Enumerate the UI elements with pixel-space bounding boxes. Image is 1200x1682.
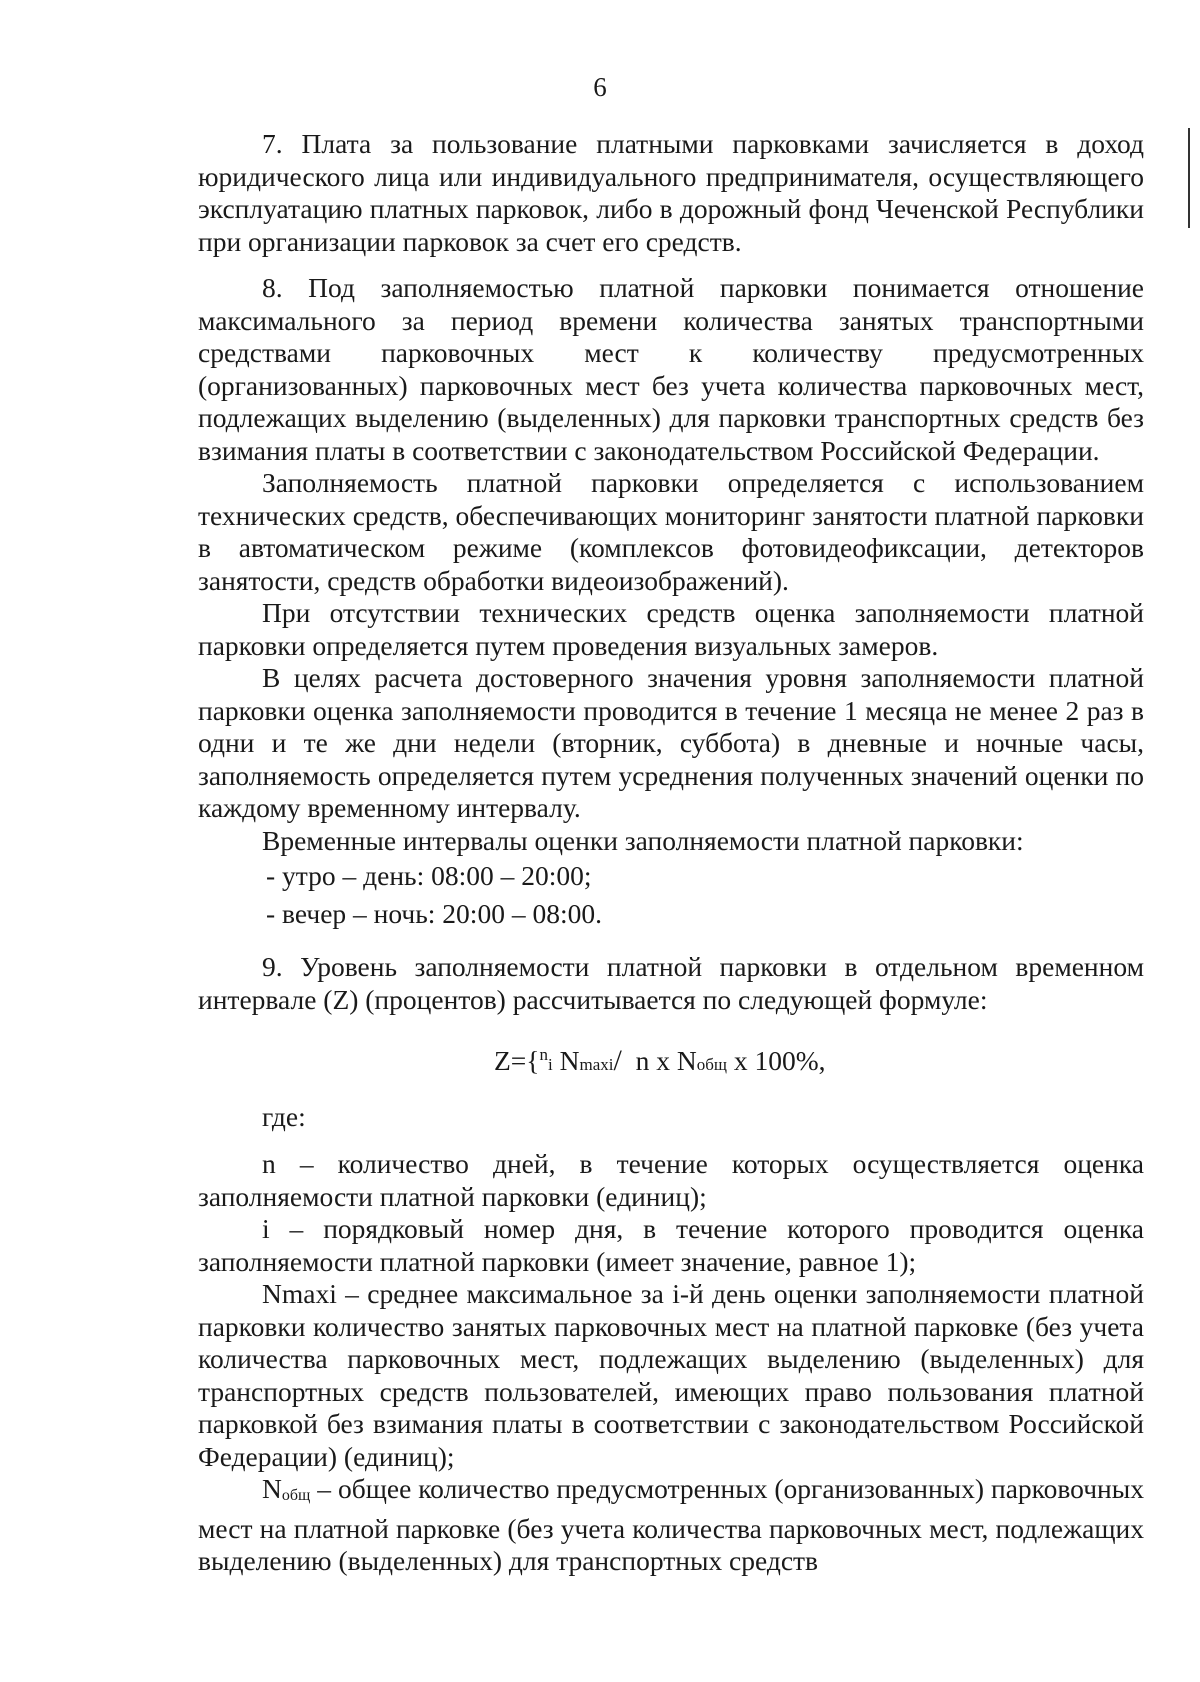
formula-tail: x 100%, xyxy=(726,1045,826,1077)
formula-n-letter: N xyxy=(559,1045,580,1077)
formula-lhs: Z={ xyxy=(494,1045,540,1077)
interval-day: - утро – день: 08:00 – 20:00; xyxy=(266,860,592,891)
interval-night: - вечер – ночь: 20:00 – 08:00. xyxy=(266,898,602,929)
formula-sub-total: общ xyxy=(696,1055,727,1075)
formula-sub-i: i xyxy=(548,1055,553,1075)
where-label: где: xyxy=(262,1101,306,1133)
definition-ntotal xyxy=(198,1473,1144,1578)
formula-sub-max: maxi xyxy=(579,1055,614,1075)
margin-line xyxy=(1188,128,1190,228)
definition-nmaxi: Nmaxi – среднее максимальное за i-й день оценки заполняемости платной парковки количество занятых парковочных мест на платной парковке (без учета количества парковочных мест, подлежащих выделению (выделенных) для транспортных средств пользователей, имеющих право пользования платной парковкой без взимания платы в соответствии с законодательством Российской Федерации) (единиц); xyxy=(198,1278,1144,1472)
paragraph-8-visual: При отсутствии технических средств оценка заполняемости платной парковки определяется путем проведения визуальных замеров. xyxy=(198,597,1144,661)
paragraph-8-calculation: В целях расчета достоверного значения уровня заполняемости платной парковки оценка заполняемости проводится в течение 1 месяца не менее 2 раз в одни и те же дни недели (вторник, суббота) в дневные и ночные часы, заполняемость определяется путем усреднения полученных значений оценки по каждому временному интервалу. xyxy=(198,662,1144,823)
paragraph-9: 9. Уровень заполняемости платной парковки в отдельном временном интервале (Z) (процентов) рассчитывается по следующей формуле: xyxy=(198,951,1144,1015)
page-number: 6 xyxy=(593,72,607,102)
formula-sup-n: n xyxy=(539,1045,549,1064)
paragraph-7: 7. Плата за пользование платными парковками зачисляется в доход юридического лица или индивидуального предпринимателя, осуществляющего эксплуатацию платных парковок, либо в дорожный фонд Чеченской Республики при организации парковок за счет его средств. xyxy=(198,128,1144,257)
paragraph-8-fill-method: Заполняемость платной парковки определяется с использованием технических средств, обеспечивающих мониторинг занятости платной парковки в автоматическом режиме (комплексов фотовидеофиксации, детекторов занятости, средств обработки видеоизображений). xyxy=(198,467,1144,596)
paragraph-8-intervals-intro: Временные интервалы оценки заполняемости платной парковки: xyxy=(262,824,1024,856)
definition-n: n – количество дней, в течение которых осуществляется оценка заполняемости платной парковки (единиц); xyxy=(198,1148,1144,1212)
paragraph-8: 8. Под заполняемостью платной парковки понимается отношение максимального за период времени количества занятых транспортными средствами парковочных мест к количеству предусмотренных (организованных) парковочных мест без учета количества парковочных мест, подлежащих выделению (выделенных) для парковки транспортных средств без взимания платы в соответствии с законодательством Российской Федерации. xyxy=(198,272,1144,466)
ntotal-symbol: N xyxy=(262,1473,282,1505)
formula-slash: / xyxy=(613,1044,622,1078)
ntotal-subscript: общ xyxy=(281,1487,311,1505)
formula-mid: n x N xyxy=(628,1045,697,1077)
ntotal-text: – общее количество предусмотренных (организованных) парковочных мест на платной парковке (без учета количества парковочных мест, подлежащих выделению (выделенных) для транспортных средств xyxy=(198,1473,1144,1577)
definition-i: i – порядковый номер дня, в течение которого проводится оценка заполняемости платной парковки (имеет значение, равное 1); xyxy=(198,1213,1144,1277)
formula xyxy=(198,1038,1144,1082)
document-body xyxy=(198,128,1144,1578)
